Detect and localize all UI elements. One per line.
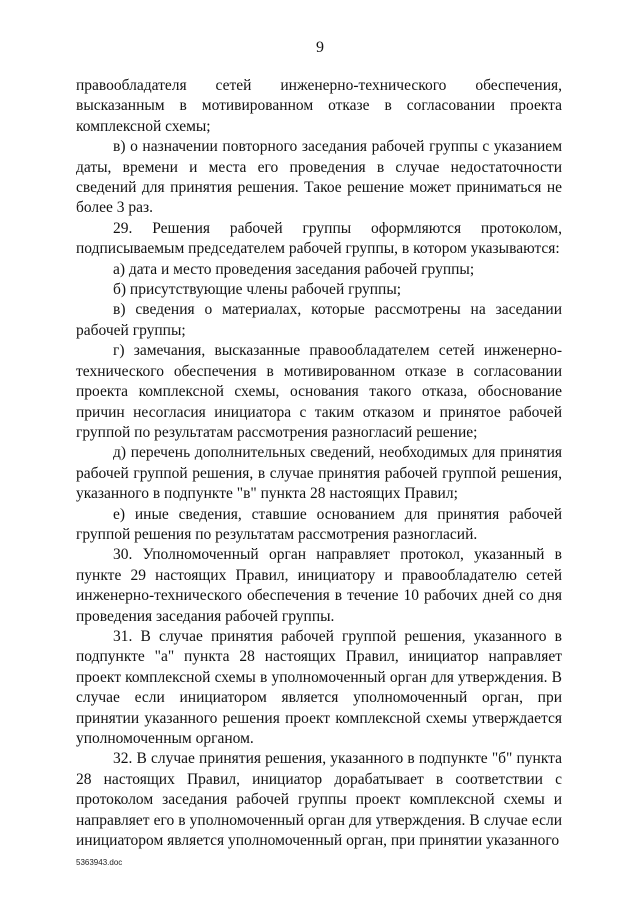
paragraph: д) перечень дополнительных сведений, необходимых для принятия рабочей группой решения, в случае принятия рабочей группой решения, указанного в подпункте "в" пункта 28 настоящих Правил; (76, 444, 562, 503)
paragraph: е) иные сведения, ставшие основанием для принятия рабочей группой решения по результатам рассмотрения разногласий. (76, 505, 562, 543)
paragraph: 31. В случае принятия рабочей группой решения, указанного в подпункте "а" пункта 28 настоящих Правил, инициатор направляет проект комплексной схемы в уполномоченный орган для утверждения. В случае если инициатором является уполномоченный орган, при принятии указанного решения проект комплексной схемы утверждается уполномоченным органом. (76, 627, 562, 747)
paragraph: 30. Уполномоченный орган направляет протокол, указанный в пункте 29 настоящих Правил, инициатору и правообладателю сетей инженерно-технического обеспечения в течение 10 рабочих дней со дня проведения заседания рабочей группы. (76, 546, 562, 625)
paragraph: 29. Решения рабочей группы оформляются протоколом, подписываемым председателем рабочей группы, в котором указываются: (76, 219, 562, 258)
paragraph: в) сведения о материалах, которые рассмотрены на заседании рабочей группы; (76, 301, 562, 339)
paragraph: правообладателя сетей инженерно-технического обеспечения, высказанным в мотивированном отказе в согласовании проекта комплексной схемы; (76, 77, 562, 135)
footer-filename: 5363943.doc (76, 858, 123, 867)
paragraph: б) присутствующие члены рабочей группы; (113, 281, 402, 299)
page-number: 9 (316, 39, 324, 56)
paragraph: а) дата и место проведения заседания рабочей группы; (113, 260, 475, 278)
paragraph: 32. В случае принятия решения, указанного в подпункте "б" пункта 28 настоящих Правил, инициатор дорабатывает в соответствии с протоколом заседания рабочей группы проект комплексной схемы и направляет его в уполномоченный орган для утверждения. В случае если инициатором является уполномоченный орган, при принятии указанного (76, 750, 562, 850)
paragraph: в) о назначении повторного заседания рабочей группы с указанием даты, времени и места его проведения в случае недостаточности сведений для принятия решения. Такое решение может приниматься не более 3 раз. (76, 138, 562, 217)
document-body (76, 76, 562, 851)
paragraph: г) замечания, высказанные правообладателем сетей инженерно-технического обеспечения в мотивированном отказе в согласовании проекта комплексной схемы, основания такого отказа, обоснование причин несогласия инициатора с таким отказом и принятое рабочей группой по результатам рассмотрения разногласий решение; (76, 342, 562, 441)
